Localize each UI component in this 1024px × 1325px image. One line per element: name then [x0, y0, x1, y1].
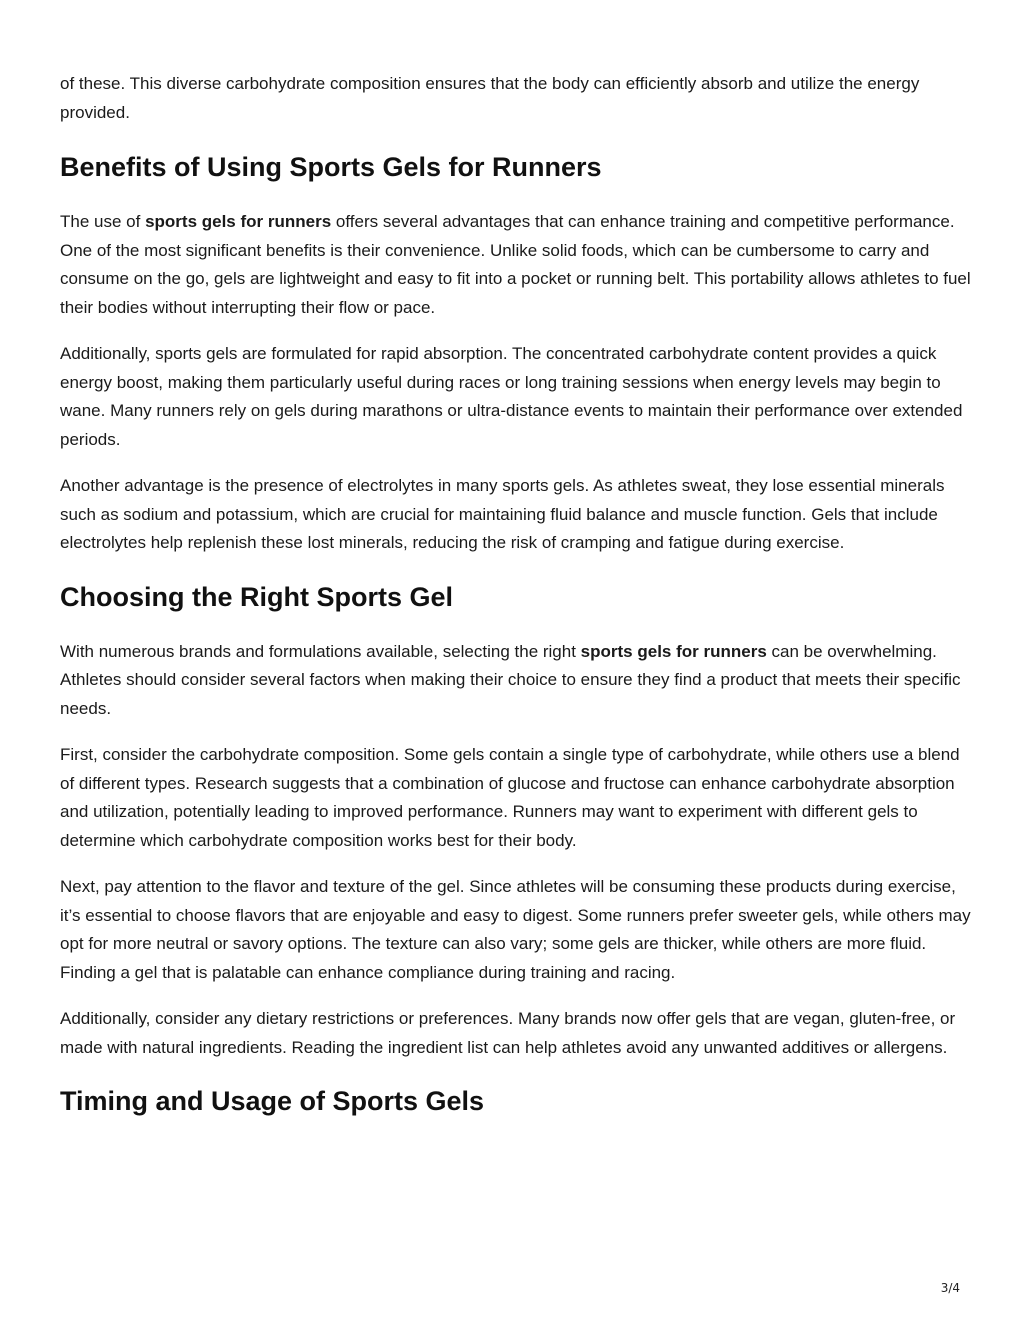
- benefits-paragraph-3: Another advantage is the presence of electrolytes in many sports gels. As athletes sweat, they lose essential minerals such as sodium and potassium, which are crucial for maintaining fluid balance and muscle function. Gels that include electrolytes help replenish these lost minerals, reducing the risk of cramping and fatigue during exercise.: [60, 476, 945, 552]
- section-heading-benefits: Benefits of Using Sports Gels for Runners: [60, 152, 602, 182]
- bold-keyword: sports gels for runners: [580, 641, 767, 661]
- choosing-paragraph-3: Next, pay attention to the flavor and texture of the gel. Since athletes will be consuming these products during exercise, it’s essential to choose flavors that are enjoyable and easy to digest. Some runners prefer sweeter gels, while others may opt for more neutral or savory options. The texture can also vary; some gels are thicker, while others are more fluid. Finding a gel that is palatable can enhance compliance during training and racing.: [60, 877, 971, 982]
- section-heading-timing: Timing and Usage of Sports Gels: [60, 1086, 485, 1116]
- benefits-paragraph-1: [60, 208, 972, 322]
- benefits-paragraph-2: Additionally, sports gels are formulated for rapid absorption. The concentrated carbohydrate content provides a quick energy boost, making them particularly useful during races or long training sessions when energy levels may begin to wane. Many runners rely on gels during marathons or ultra-distance events to maintain their performance over extended periods.: [60, 344, 963, 449]
- text-span: With numerous brands and formulations available, selecting the right: [60, 641, 581, 661]
- text-span: offers several advantages that can enhance training and competitive performance. One of the most significant benefits is their convenience. Unlike solid foods, which can be cumbersome to carry and consume on the go, gels are lightweight and easy to fit into a pocket or running belt. This portability allows athletes to fuel their bodies without interrupting their flow or pace.: [60, 212, 971, 317]
- page-number: 3/4: [940, 1281, 960, 1295]
- section-heading-choosing: Choosing the Right Sports Gel: [60, 581, 453, 612]
- choosing-paragraph-1: [60, 638, 972, 724]
- intro-paragraph: of these. This diverse carbohydrate composition ensures that the body can efficiently absorb and utilize the energy provided.: [60, 74, 920, 122]
- choosing-paragraph-2: First, consider the carbohydrate composition. Some gels contain a single type of carbohydrate, while others use a blend of different types. Research suggests that a combination of glucose and fructose can enhance carbohydrate absorption and utilization, potentially leading to improved performance. Runners may want to experiment with different gels to determine which carbohydrate composition works best for their body.: [60, 745, 960, 850]
- choosing-paragraph-4: Additionally, consider any dietary restrictions or preferences. Many brands now offer gels that are vegan, gluten-free, or made with natural ingredients. Reading the ingredient list can help athletes avoid any unwanted additives or allergens.: [60, 1009, 956, 1057]
- document-body: [60, 70, 972, 1142]
- text-span: The use of: [60, 212, 146, 231]
- bold-keyword: sports gels for runners: [145, 212, 332, 231]
- text-span: can be overwhelming. Athletes should consider several factors when making their choice to ensure they find a product that meets their specific needs.: [60, 641, 961, 718]
